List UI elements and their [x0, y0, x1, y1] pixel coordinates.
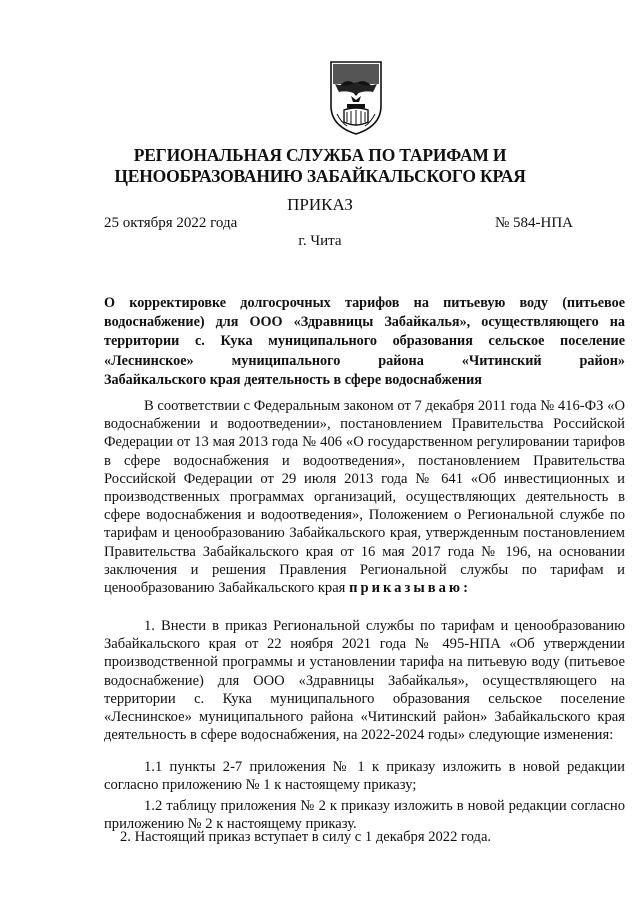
title-line: водоснабжение) для ООО «Здравницы Забайкалья», осуществляющего на: [104, 314, 625, 331]
document-city: г. Чита: [298, 233, 342, 249]
item-1-2-paragraph: 1.2 таблицу приложения № 2 к приказу изложить в новой редакции согласно приложению № 2 к настоящему приказу.: [104, 798, 625, 833]
organization-name-line1: РЕГИОНАЛЬНАЯ СЛУЖБА ПО ТАРИФАМ И: [133, 145, 507, 165]
item-2-paragraph: 2. Настоящий приказ вступает в силу с 1 декабря 2022 года.: [120, 829, 492, 845]
coat-of-arms-icon: [327, 60, 385, 136]
document-title: [104, 294, 625, 390]
title-line: «Леснинское» муниципального района «Читинский район»: [104, 352, 625, 369]
preamble-paragraph: [104, 397, 625, 597]
document-date: 25 октября 2022 года: [104, 215, 238, 231]
order-verb: приказываю:: [349, 580, 471, 597]
item-1-paragraph: 1. Внести в приказ Региональной службы по тарифам и ценообразованию Забайкальского края от 22 ноября 2021 года № 495-НПА «Об утверждении производственной программы и установлении тарифа на питьевую воду (питьевое водоснабжение) для ООО «Здравницы Забайкалья», осуществляющего на территории с. Кука муниципального образования сельское поселение «Леснинское» муниципального района «Читинский район» Забайкальского края деятельность в сфере водоснабжения, на 2022-2024 годы» следующие изменения:: [104, 618, 625, 744]
item-1-1-paragraph: 1.1 пункты 2-7 приложения № 1 к приказу изложить в новой редакции согласно приложению № 1 к настоящему приказу;: [104, 759, 625, 794]
title-line: Забайкальского края деятельность в сфере водоснабжения: [104, 371, 482, 388]
title-line: территории с. Кука муниципального образования сельское поселение: [104, 333, 625, 350]
document-number: № 584-НПА: [494, 215, 573, 231]
preamble-text: В соответствии с Федеральным законом от 7 декабря 2011 года № 416-ФЗ «О водоснабжении и водоотведении», постановлением Правительства Российской Федерации от 13 мая 2013 года № 406 «О государственном регулировании тарифов в сфере водоснабжения и водоотведения», постановлением Правительства Российской Федерации от 29 июля 2013 года № 641 «Об инвестиционных и производственных программах организаций, осуществляющих деятельность в сфере водоснабжения и водоотведения», Положением о Региональной службе по тарифам и ценообразованию Забайкальского края, утвержденным постановлением Правительства Забайкальского края от 16 мая 2017 года № 196, на основании заключения и решения Правления Региональной службы по тарифам и ценообразованию Забайкальского края: [104, 398, 625, 597]
document-type: ПРИКАЗ: [287, 195, 353, 214]
organization-name-line2: ЦЕНООБРАЗОВАНИЮ ЗАБАЙКАЛЬСКОГО КРАЯ: [114, 166, 526, 186]
title-line: О корректировке долгосрочных тарифов на питьевую воду (питьевое: [104, 295, 625, 311]
